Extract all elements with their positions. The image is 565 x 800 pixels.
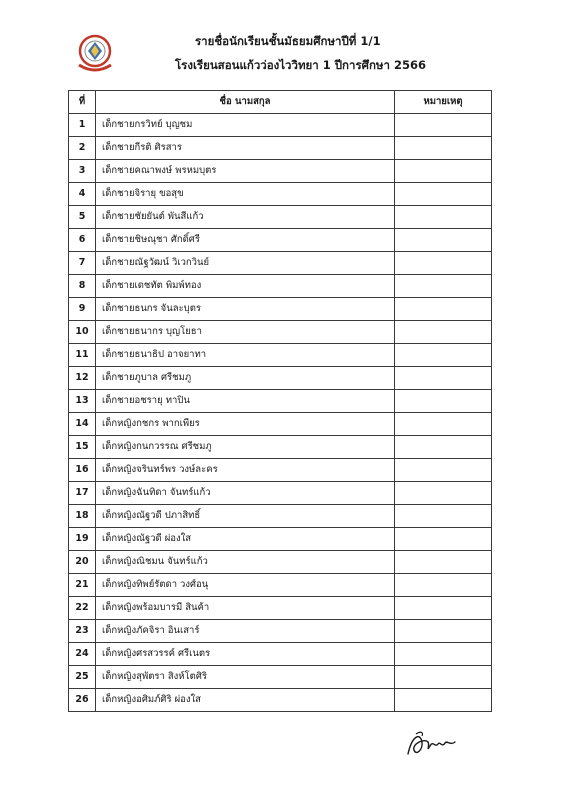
row-number: 19	[69, 528, 96, 551]
row-note	[395, 482, 492, 505]
table-row	[69, 505, 492, 528]
row-note	[395, 275, 492, 298]
table-row	[69, 436, 492, 459]
table-row	[69, 574, 492, 597]
row-student-name: เด็กชายจิรายุ ขอสุข	[96, 183, 395, 206]
row-note	[395, 643, 492, 666]
row-student-name: เด็กหญิงณิชมน จันทร์แก้ว	[96, 551, 395, 574]
row-student-name: เด็กชายชัยยันต์ พันสีแก้ว	[96, 206, 395, 229]
table-row	[69, 114, 492, 137]
row-student-name: เด็กหญิงพร้อมบารมี สินค้า	[96, 597, 395, 620]
row-number: 25	[69, 666, 96, 689]
table-row	[69, 229, 492, 252]
row-number: 2	[69, 137, 96, 160]
table-row	[69, 482, 492, 505]
row-note	[395, 298, 492, 321]
table-row	[69, 620, 492, 643]
row-note	[395, 436, 492, 459]
table-row	[69, 344, 492, 367]
signature-icon	[402, 728, 458, 760]
row-number: 11	[69, 344, 96, 367]
row-number: 16	[69, 459, 96, 482]
row-note	[395, 597, 492, 620]
student-roster-table	[68, 90, 492, 712]
row-student-name: เด็กหญิงสุพัตรา สิงห์โตศิริ	[96, 666, 395, 689]
row-number: 24	[69, 643, 96, 666]
row-student-name: เด็กชายธนาธิป อาจยาทา	[96, 344, 395, 367]
row-note	[395, 459, 492, 482]
row-student-name: เด็กชายณัฐวัฒน์ วิเวกวินย์	[96, 252, 395, 275]
row-number: 23	[69, 620, 96, 643]
row-number: 22	[69, 597, 96, 620]
row-student-name: เด็กหญิงณัฐวดี ผ่องใส	[96, 528, 395, 551]
row-student-name: เด็กหญิงกชกร พากเพียร	[96, 413, 395, 436]
row-note	[395, 620, 492, 643]
row-number: 8	[69, 275, 96, 298]
column-header-note: หมายเหตุ	[395, 91, 492, 114]
row-student-name: เด็กชายธนกร จันละบุตร	[96, 298, 395, 321]
table-row	[69, 298, 492, 321]
row-student-name: เด็กชายคณาพงษ์ พรหมบุตร	[96, 160, 395, 183]
row-note	[395, 229, 492, 252]
table-row	[69, 321, 492, 344]
row-number: 10	[69, 321, 96, 344]
row-number: 13	[69, 390, 96, 413]
table-row	[69, 528, 492, 551]
row-note	[395, 321, 492, 344]
table-row	[69, 137, 492, 160]
table-row	[69, 367, 492, 390]
row-student-name: เด็กหญิงจรินทร์พร วงษ์ละคร	[96, 459, 395, 482]
row-note	[395, 528, 492, 551]
row-note	[395, 367, 492, 390]
row-number: 1	[69, 114, 96, 137]
row-note	[395, 689, 492, 712]
row-number: 20	[69, 551, 96, 574]
row-number: 17	[69, 482, 96, 505]
row-note	[395, 551, 492, 574]
document-subtitle: โรงเรียนสอนแก้วว่องไววิทยา 1 ปีการศึกษา 2566	[175, 58, 426, 72]
document-title: รายชื่อนักเรียนชั้นมัธยมศึกษาปีที่ 1/1	[195, 34, 381, 48]
row-note	[395, 413, 492, 436]
table-body	[69, 114, 492, 712]
table-row	[69, 390, 492, 413]
table-row	[69, 666, 492, 689]
row-note	[395, 574, 492, 597]
row-student-name: เด็กชายภูบาล ศรีชมภู	[96, 367, 395, 390]
row-number: 26	[69, 689, 96, 712]
row-note	[395, 114, 492, 137]
table-row	[69, 206, 492, 229]
row-student-name: เด็กหญิงฉันทิดา จันทร์แก้ว	[96, 482, 395, 505]
row-student-name: เด็กหญิงทิพย์รัตดา วงศ์อนุ	[96, 574, 395, 597]
table-row	[69, 275, 492, 298]
row-number: 14	[69, 413, 96, 436]
table-row	[69, 643, 492, 666]
school-logo-icon	[73, 31, 117, 75]
row-note	[395, 137, 492, 160]
row-note	[395, 390, 492, 413]
row-number: 12	[69, 367, 96, 390]
row-note	[395, 344, 492, 367]
row-number: 6	[69, 229, 96, 252]
row-student-name: เด็กหญิงณัฐวดี ปภาสิทธิ์	[96, 505, 395, 528]
table-row	[69, 183, 492, 206]
row-note	[395, 206, 492, 229]
row-note	[395, 505, 492, 528]
row-number: 18	[69, 505, 96, 528]
row-number: 5	[69, 206, 96, 229]
row-number: 9	[69, 298, 96, 321]
row-student-name: เด็กหญิงภัคจิรา อินเสาร์	[96, 620, 395, 643]
row-student-name: เด็กชายอชรายุ ทาปิน	[96, 390, 395, 413]
row-student-name: เด็กชายเดชทัต พิมพ์ทอง	[96, 275, 395, 298]
table-row	[69, 413, 492, 436]
table-row	[69, 160, 492, 183]
row-student-name: เด็กชายชิษณุชา ศักดิ์ศรี	[96, 229, 395, 252]
row-number: 7	[69, 252, 96, 275]
row-number: 4	[69, 183, 96, 206]
table-row	[69, 551, 492, 574]
table-header-row	[69, 91, 492, 114]
row-note	[395, 183, 492, 206]
column-header-number: ที่	[69, 91, 96, 114]
table-row	[69, 252, 492, 275]
row-note	[395, 666, 492, 689]
row-student-name: เด็กหญิงอศิมภ์ศิริ ผ่องใส	[96, 689, 395, 712]
row-student-name: เด็กหญิงศรสวรรค์ ศรีเนตร	[96, 643, 395, 666]
row-student-name: เด็กชายกรวิทย์ บุญชม	[96, 114, 395, 137]
row-note	[395, 160, 492, 183]
row-number: 21	[69, 574, 96, 597]
row-number: 15	[69, 436, 96, 459]
table-row	[69, 459, 492, 482]
row-student-name: เด็กหญิงกนกวรรณ ศรีชมภู	[96, 436, 395, 459]
row-student-name: เด็กชายธนากร บุญโยธา	[96, 321, 395, 344]
row-student-name: เด็กชายกีรติ ศิรสาร	[96, 137, 395, 160]
column-header-name: ชื่อ นามสกุล	[96, 91, 395, 114]
row-note	[395, 252, 492, 275]
row-number: 3	[69, 160, 96, 183]
table-row	[69, 597, 492, 620]
table-row	[69, 689, 492, 712]
